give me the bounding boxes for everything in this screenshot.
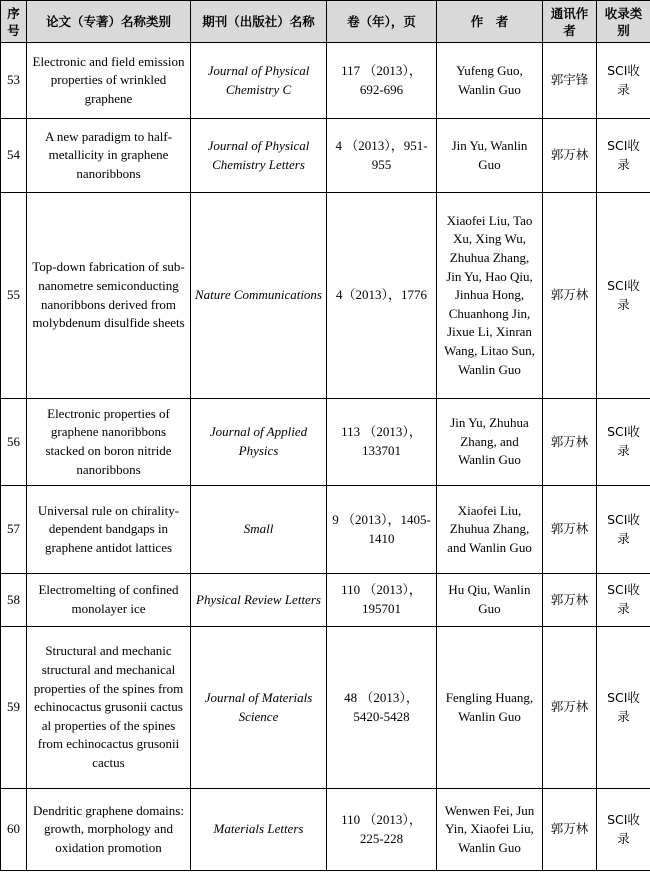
cell-corresponding: 郭万林 [543,399,597,486]
cell-corresponding: 郭万林 [543,119,597,193]
table-row [1,789,650,871]
table-row [1,399,650,486]
cell-category: SCI收录 [597,789,650,871]
cell-authors: Jin Yu, Zhuhua Zhang, and Wanlin Guo [437,399,543,486]
cell-title: Electronic properties of graphene nanoribbons stacked on boron nitride nanoribbons [27,399,191,486]
header-journal: 期刊（出版社）名称 [191,1,327,43]
cell-journal: Materials Letters [191,789,327,871]
cell-corresponding: 郭万林 [543,574,597,627]
header-index: 序号 [1,1,27,43]
cell-volume: 4 （2013），951-955 [327,119,437,193]
cell-journal: Journal of Materials Science [191,627,327,789]
cell-volume: 4（2013），1776 [327,193,437,399]
cell-title: Top-down fabrication of sub-nanometre semiconducting nanoribbons derived from molybdenum disulfide sheets [27,193,191,399]
cell-index: 55 [1,193,27,399]
cell-title: Dendritic graphene domains: growth, morphology and oxidation promotion [27,789,191,871]
cell-title: Universal rule on chirality-dependent bandgaps in graphene antidot lattices [27,486,191,574]
cell-journal: Journal of Applied Physics [191,399,327,486]
cell-category: SCI收录 [597,486,650,574]
cell-authors: Wenwen Fei, Jun Yin, Xiaofei Liu, Wanlin Guo [437,789,543,871]
header-title: 论文（专著）名称类别 [27,1,191,43]
cell-index: 59 [1,627,27,789]
cell-authors: Fengling Huang, Wanlin Guo [437,627,543,789]
cell-title: A new paradigm to half-metallicity in graphene nanoribbons [27,119,191,193]
cell-index: 58 [1,574,27,627]
cell-volume: 110 （2013），225-228 [327,789,437,871]
cell-category: SCI收录 [597,193,650,399]
cell-category: SCI收录 [597,399,650,486]
cell-authors: Hu Qiu, Wanlin Guo [437,574,543,627]
cell-index: 57 [1,486,27,574]
header-volume: 卷（年），页 [327,1,437,43]
cell-corresponding: 郭万林 [543,789,597,871]
header-category: 收录类别 [597,1,650,43]
cell-volume: 113 （2013），133701 [327,399,437,486]
cell-authors: Yufeng Guo, Wanlin Guo [437,43,543,119]
table-row [1,627,650,789]
cell-volume: 110 （2013），195701 [327,574,437,627]
cell-index: 53 [1,43,27,119]
header-corresponding: 通讯作者 [543,1,597,43]
cell-index: 56 [1,399,27,486]
cell-authors: Xiaofei Liu, Zhuhua Zhang, and Wanlin Guo [437,486,543,574]
header-authors: 作 者 [437,1,543,43]
cell-index: 54 [1,119,27,193]
cell-title: Electronic and field emission properties of wrinkled graphene [27,43,191,119]
table-row [1,119,650,193]
cell-category: SCI收录 [597,43,650,119]
cell-category: SCI收录 [597,627,650,789]
cell-volume: 48 （2013），5420-5428 [327,627,437,789]
cell-journal: Journal of Physical Chemistry Letters [191,119,327,193]
cell-corresponding: 郭宇锋 [543,43,597,119]
cell-journal: Small [191,486,327,574]
table-row [1,486,650,574]
table-row [1,193,650,399]
cell-title: Electromelting of confined monolayer ice [27,574,191,627]
cell-journal: Journal of Physical Chemistry C [191,43,327,119]
cell-category: SCI收录 [597,119,650,193]
cell-title: Structural and mechanic structural and mechanical properties of the spines from echinocactus grusonii cactus al properties of the spines from echinocactus grusonii cactus [27,627,191,789]
cell-corresponding: 郭万林 [543,627,597,789]
cell-category: SCI收录 [597,574,650,627]
table-row [1,574,650,627]
cell-volume: 117 （2013），692-696 [327,43,437,119]
cell-index: 60 [1,789,27,871]
cell-journal: Nature Communications [191,193,327,399]
cell-authors: Xiaofei Liu, Tao Xu, Xing Wu, Zhuhua Zhang, Jin Yu, Hao Qiu, Jinhua Hong, Chuanhong Jin, Jixue Li, Xinran Wang, Litao Sun, Wanlin Guo [437,193,543,399]
cell-corresponding: 郭万林 [543,193,597,399]
cell-volume: 9 （2013），1405-1410 [327,486,437,574]
table-row [1,43,650,119]
cell-corresponding: 郭万林 [543,486,597,574]
cell-journal: Physical Review Letters [191,574,327,627]
header-row [1,1,650,43]
cell-authors: Jin Yu, Wanlin Guo [437,119,543,193]
